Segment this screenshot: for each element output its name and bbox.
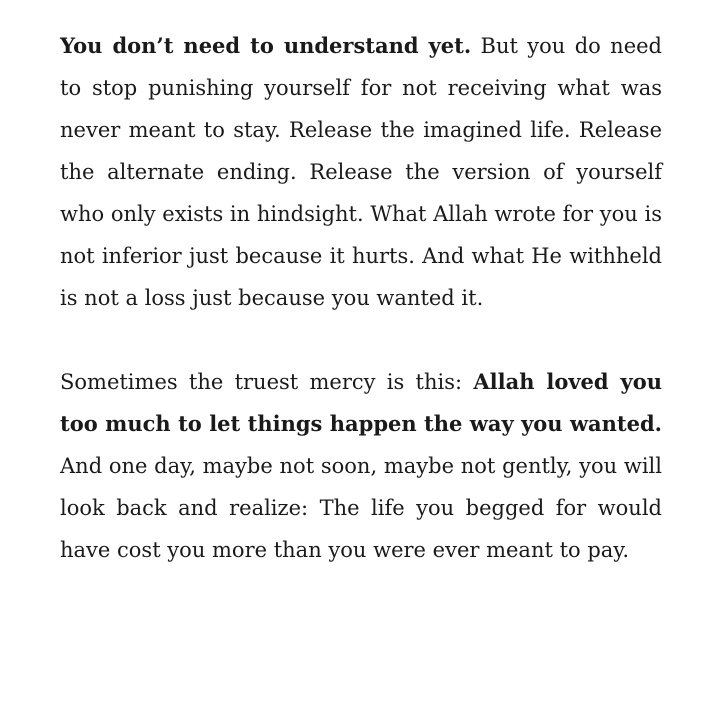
paragraph-1 (60, 25, 662, 319)
bold-lead: You don’t need to understand yet. (60, 33, 472, 58)
paragraph-text: But you do need to stop punishing yourself for not receiving what was never meant to stay. Release the imagined life. Release the alternate ending. Release the version of yourself who only exists in hindsight. What Allah wrote for you is not inferior just because it hurts. And what He withheld is not a loss just because you wanted it. (60, 34, 662, 310)
document-body (60, 25, 662, 571)
paragraph-text-after: And one day, maybe not soon, maybe not gently, you will look back and realize: The life you begged for would have cost you more than you were ever meant to pay. (60, 454, 662, 562)
paragraph-2 (60, 361, 662, 571)
paragraph-text-before: Sometimes the truest mercy is this: (60, 370, 474, 394)
bold-emphasis: Allah loved you too much to let things happen the way you wanted. (60, 369, 662, 436)
